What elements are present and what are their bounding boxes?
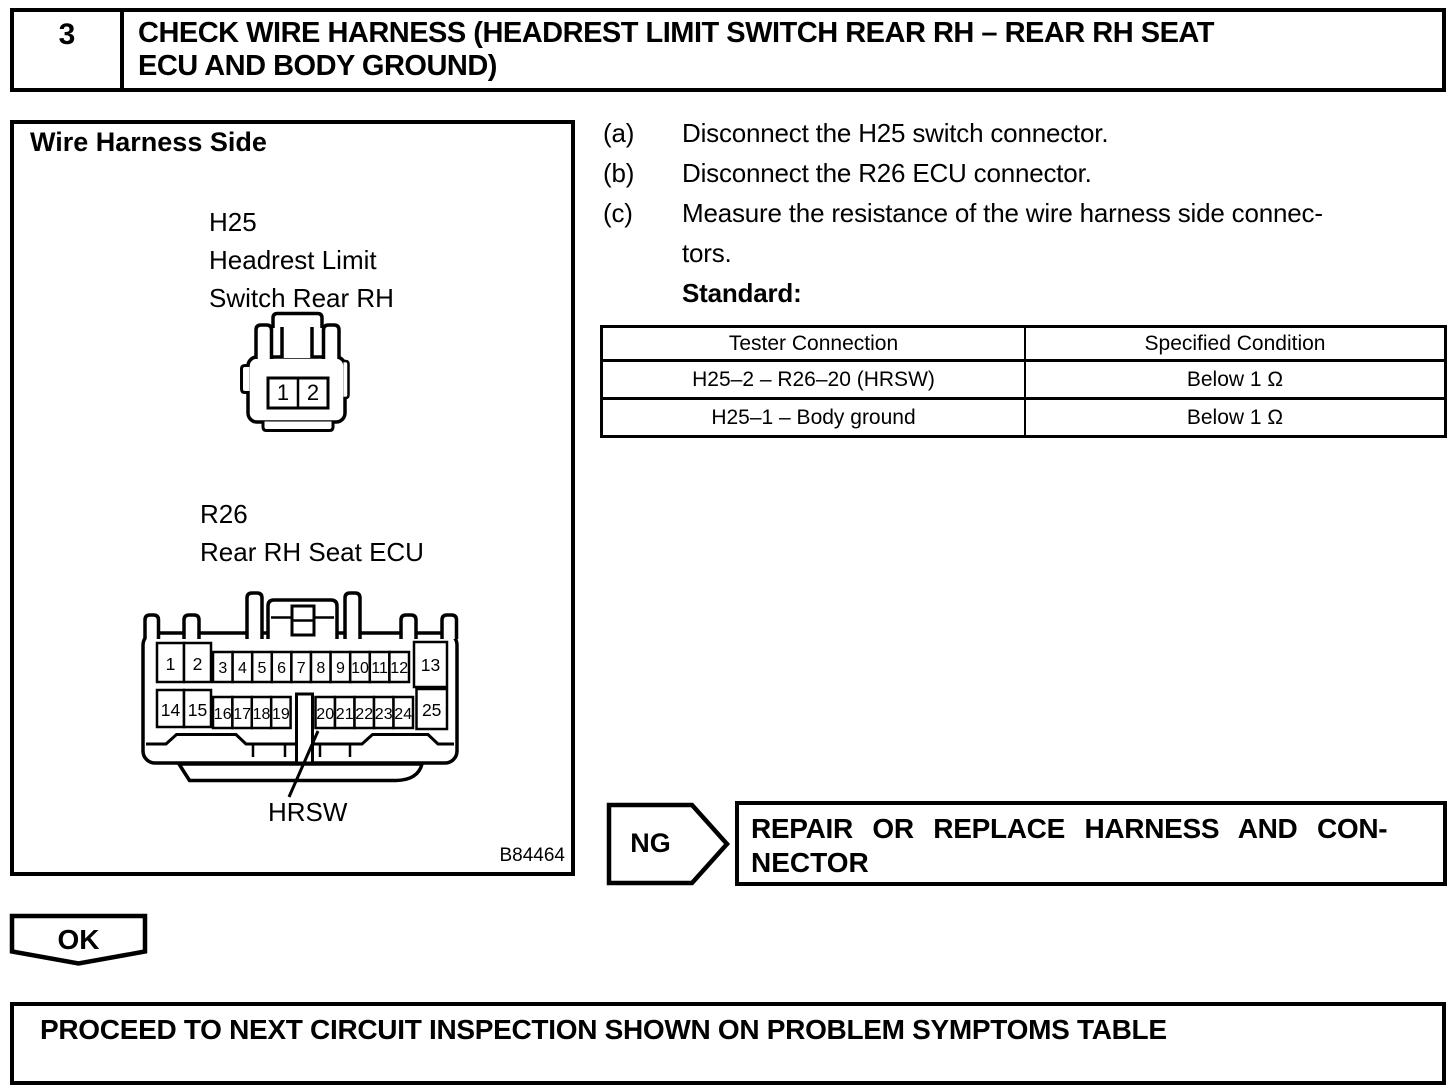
r26-prong-tall bbox=[345, 593, 360, 639]
pin-number: 3 bbox=[218, 660, 228, 677]
instruction-b bbox=[603, 158, 1092, 189]
ng-action-box bbox=[735, 801, 1447, 886]
ok-action-bar: PROCEED TO NEXT CIRCUIT INSPECTION SHOWN ON PROBLEM SYMPTOMS TABLE bbox=[10, 1002, 1446, 1085]
instruction-c bbox=[603, 198, 1323, 229]
instruction-c-text-line2: tors. bbox=[682, 238, 732, 268]
hrsw-signal-label: HRSW bbox=[268, 797, 348, 827]
pin-number: 19 bbox=[272, 706, 290, 723]
ng-label: NG bbox=[630, 828, 671, 858]
h25-connector-label bbox=[209, 203, 394, 317]
pin-number: 15 bbox=[187, 700, 208, 720]
h25-stem bbox=[283, 325, 311, 358]
step-title bbox=[124, 12, 1442, 88]
instruction-c-text-line1: Measure the resistance of the wire harness side connec- bbox=[682, 198, 1323, 228]
h25-name-line1: Headrest Limit bbox=[209, 245, 377, 275]
pin-number: 18 bbox=[252, 706, 271, 723]
table-row bbox=[602, 399, 1446, 437]
pin-number: 9 bbox=[335, 660, 345, 677]
r26-prong bbox=[442, 615, 457, 639]
pin-number: 14 bbox=[160, 700, 181, 720]
step-title-line1: CHECK WIRE HARNESS (HEADREST LIMIT SWITCH REAR RH – REAR RH SEAT bbox=[138, 17, 1214, 49]
r26-connector-figure bbox=[135, 585, 470, 805]
specified-condition-value: Below 1 Ω bbox=[1186, 367, 1284, 391]
pin-number: 17 bbox=[233, 706, 251, 723]
r26-code: R26 bbox=[200, 499, 248, 529]
pin-number: 21 bbox=[335, 706, 354, 723]
step-title-line2: ECU AND BODY GROUND) bbox=[138, 50, 497, 82]
specified-condition-value: Below 1 Ω bbox=[1025, 399, 1446, 437]
h25-name-line2: Switch Rear RH bbox=[209, 283, 394, 313]
h25-bottom-tab bbox=[263, 422, 333, 431]
pin-number: 20 bbox=[316, 706, 335, 723]
instruction-b-text: Disconnect the R26 ECU connector. bbox=[682, 158, 1092, 188]
r26-connector-label bbox=[200, 495, 424, 571]
h25-right-tab bbox=[344, 361, 349, 398]
pin-number: 1 bbox=[165, 654, 176, 674]
figure-id: B84464 bbox=[499, 845, 565, 866]
instruction-a-text: Disconnect the H25 switch connector. bbox=[682, 118, 1109, 148]
tester-connection-value: H25–1 – Body ground bbox=[602, 399, 1026, 437]
pin-number: 11 bbox=[371, 660, 388, 677]
r26-prong bbox=[145, 615, 159, 639]
r26-prong-tall bbox=[247, 593, 262, 639]
pin-number: 8 bbox=[316, 660, 326, 677]
standard-label: Standard: bbox=[682, 278, 802, 308]
col-header-tester-connection: Tester Connection bbox=[602, 327, 1026, 361]
instruction-a-label: (a) bbox=[603, 118, 635, 148]
pin-number: 6 bbox=[277, 660, 287, 677]
pin-number: 1 bbox=[276, 380, 290, 405]
pin-number: 16 bbox=[213, 706, 232, 723]
h25-right-wall bbox=[324, 325, 340, 359]
specification-table bbox=[600, 325, 1447, 438]
h25-left-wall bbox=[256, 325, 272, 359]
pin-number: 4 bbox=[237, 660, 247, 677]
pin-number: 23 bbox=[374, 706, 393, 723]
h25-connector-figure bbox=[236, 306, 354, 436]
instruction-b-label: (b) bbox=[603, 158, 635, 188]
ok-label: OK bbox=[57, 924, 100, 955]
instruction-c-label: (c) bbox=[603, 198, 633, 228]
ng-action-line1: REPAIR OR REPLACE HARNESS AND CON- bbox=[751, 813, 1388, 844]
pin-number: 13 bbox=[420, 655, 441, 675]
col-header-specified-condition: Specified Condition bbox=[1025, 327, 1446, 361]
instruction-a bbox=[603, 118, 1108, 149]
pin-number: 2 bbox=[306, 380, 320, 405]
step-header bbox=[10, 8, 1446, 92]
pin-number: 12 bbox=[390, 660, 409, 677]
tester-connection-value: H25–2 – R26–20 (HRSW) bbox=[602, 361, 1026, 399]
pin-number: 22 bbox=[355, 706, 374, 723]
r26-prong bbox=[401, 615, 416, 639]
h25-code: H25 bbox=[209, 207, 257, 237]
step-number: 3 bbox=[14, 12, 124, 88]
r26-name: Rear RH Seat ECU bbox=[200, 537, 424, 567]
pin-number: 25 bbox=[421, 700, 442, 720]
h25-left-tab bbox=[242, 366, 250, 393]
pin-number: 2 bbox=[192, 654, 203, 674]
panel-title: Wire Harness Side bbox=[30, 127, 267, 157]
pin-number: 5 bbox=[257, 660, 267, 677]
table-header-row bbox=[602, 327, 1446, 361]
pin-number: 10 bbox=[351, 660, 369, 677]
pin-number: 24 bbox=[394, 706, 413, 723]
table-row bbox=[602, 361, 1446, 399]
ng-action-line2: NECTOR bbox=[751, 847, 869, 878]
pin-number: 7 bbox=[296, 660, 306, 677]
r26-prong bbox=[184, 615, 199, 639]
